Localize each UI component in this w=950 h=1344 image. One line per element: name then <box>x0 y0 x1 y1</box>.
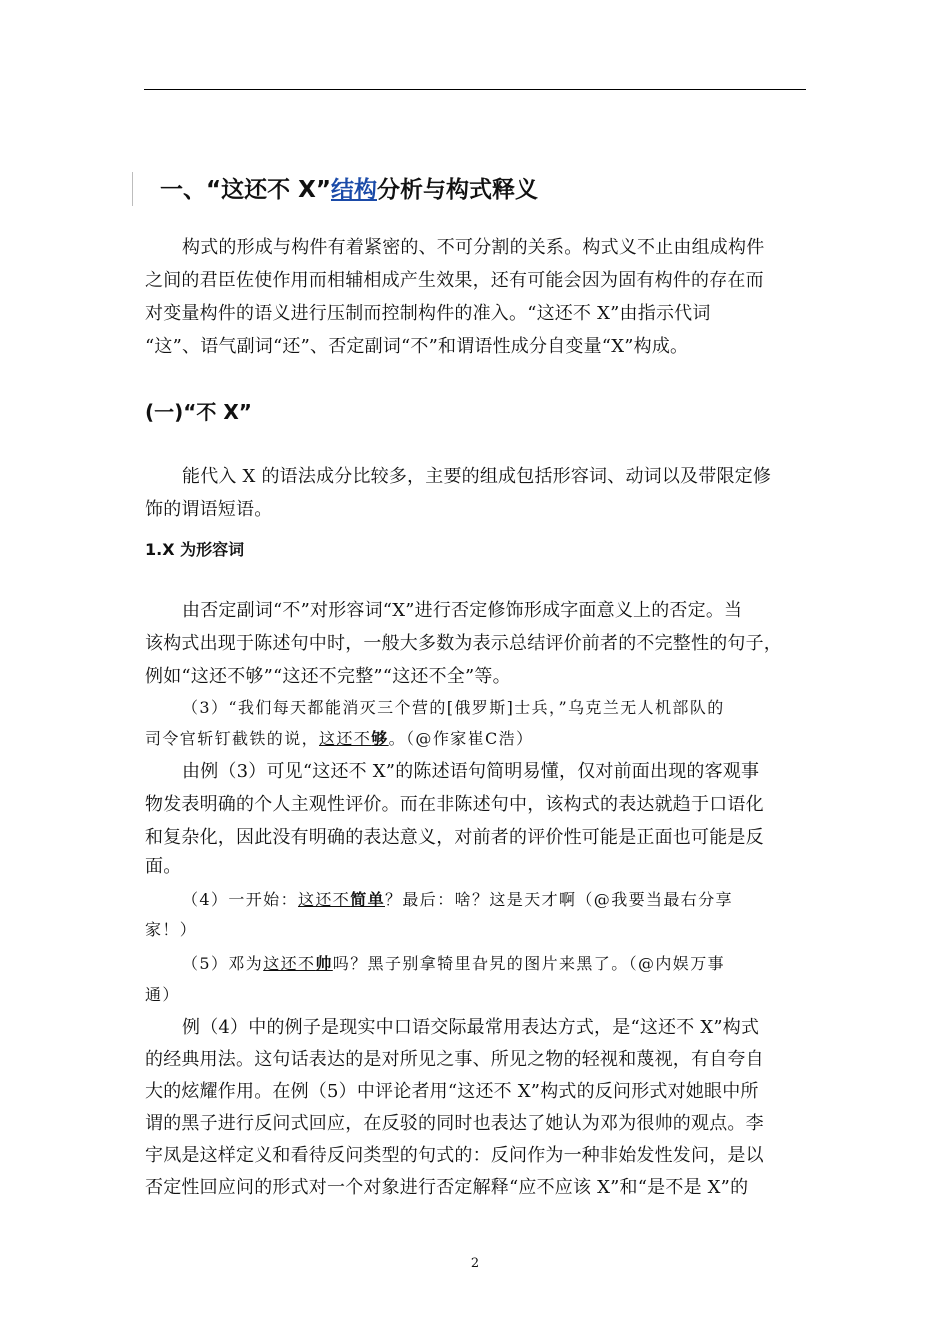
section-heading <box>160 171 538 209</box>
heading-marker-bar <box>132 172 133 206</box>
para3-line-1: 由否定副词“不”对形容词“X”进行否定修饰形成字面意义上的否定。当 <box>182 600 743 621</box>
example-4-underlined <box>298 890 385 909</box>
example-4-x: 简单 <box>350 890 385 909</box>
example-4-pre: （4）一开始： <box>182 890 298 909</box>
example-5-line-1 <box>182 948 725 980</box>
para4-line-3: 和复杂化，因此没有明确的表达意义，对前者的评价性可能是正面也可能是反 <box>145 827 764 848</box>
para2-line-2: 饰的谓语短语。 <box>145 499 273 520</box>
para5-line-6: 否定性回应问的形式对一个对象进行否定解释“应不应该 X”和“是不是 X”的 <box>145 1177 749 1198</box>
header-rule <box>144 89 806 90</box>
para5-line-1: 例（4）中的例子是现实中口语交际最常用表达方式，是“这还不 X”构式 <box>182 1017 760 1038</box>
heading-link-structure[interactable]: 结构 <box>330 177 377 203</box>
example-3-line-1: （3）“我们每天都能消灭三个营的[俄罗斯]士兵，”乌克兰无人机部队的 <box>182 698 725 717</box>
para4-line-4: 面。 <box>145 856 182 877</box>
para3-line-3: 例如“这还不够”“这还不完整”“这还不全”等。 <box>145 666 511 687</box>
para1-line-1: 构式的形成与构件有着紧密的、不可分割的关系。构式义不止由组成构件 <box>182 237 765 258</box>
example-3-line-2 <box>145 723 533 755</box>
heading-suffix: 分析与构式释义 <box>376 177 538 203</box>
para5-line-5: 宇凤是这样定义和看待反问类型的句式的：反问作为一种非始发性发问，是以 <box>145 1145 764 1166</box>
para2-line-1: 能代入 X 的语法成分比较多，主要的组成包括形容词、动词以及带限定修 <box>182 466 772 487</box>
para5-line-2: 的经典用法。这句话表达的是对所见之事、所见之物的轻视和蔑视，有自夸自 <box>145 1049 764 1070</box>
example-3-construct: 这还不 <box>319 729 372 748</box>
heading-prefix: 一、“这还不 X” <box>160 177 331 203</box>
example-4-line-2: 家！） <box>145 920 198 939</box>
para5-line-3: 大的炫耀作用。在例（5）中评论者用“这还不 X”构式的反问形式对她眼中所 <box>145 1081 759 1102</box>
para1-line-4: “这”、语气副词“还”、否定副词“不”和谓语性成分自变量“X”构成。 <box>145 336 689 357</box>
example-3-underlined <box>319 729 389 748</box>
example-5-underlined <box>263 954 333 973</box>
example-3-pre: 司令官斩钉截铁的说， <box>145 729 320 748</box>
example-4-line-1 <box>182 884 733 916</box>
example-5-line-2: 通） <box>145 985 180 1004</box>
example-5-construct: 这还不 <box>263 954 316 973</box>
page-number: 2 <box>470 1256 480 1271</box>
example-3-x: 够 <box>371 729 389 748</box>
para1-line-3: 对变量构件的语义进行压制而控制构件的准入。“这还不 X”由指示代词 <box>145 303 711 324</box>
para5-line-4: 谓的黑子进行反问式回应，在反驳的同时也表达了她认为邓为很帅的观点。李 <box>145 1113 764 1134</box>
example-5-post: 吗？黑子别拿犄里旮旯的图片来黑了。（@内娱万事 <box>332 954 725 973</box>
example-4-post: ？最后：啥？这是天才啊（@我要当最右分享 <box>385 890 734 909</box>
example-3-post: 。（@作家崔C浩） <box>388 729 534 748</box>
para4-line-1: 由例（3）可见“这还不 X”的陈述语句简明易懂，仅对前面出现的客观事 <box>182 761 760 782</box>
para3-line-2: 该构式出现于陈述句中时，一般大多数为表示总结评价前者的不完整性的句子， <box>145 633 782 654</box>
example-4-construct: 这还不 <box>297 890 351 909</box>
subsection-heading: (一)“不 X” <box>145 400 252 424</box>
example-5-pre: （5）邓为 <box>182 954 264 973</box>
example-5-x: 帅 <box>315 954 333 973</box>
para4-line-2: 物发表明确的个人主观性评价。而在非陈述句中，该构式的表达就趋于口语化 <box>145 794 764 815</box>
para1-line-2: 之间的君臣佐使作用而相辅相成产生效果，还有可能会因为固有构件的存在而 <box>145 270 764 291</box>
subsubsection-heading: 1.X 为形容词 <box>145 540 245 559</box>
